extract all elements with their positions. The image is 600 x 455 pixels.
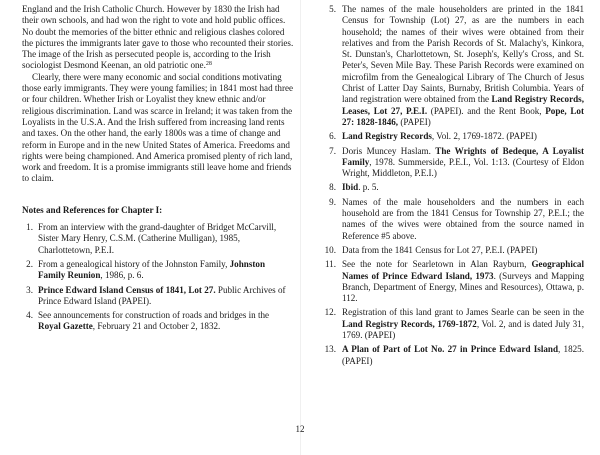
note-text: Ibid. p. 5.: [342, 182, 379, 193]
note-item: [322, 197, 584, 242]
page-gutter: [300, 0, 301, 455]
page-number: 12: [295, 424, 305, 434]
note-number: 5.: [329, 4, 336, 14]
note-text: Land Registry Records, Vol. 2, 1769-1872. (PAPEI): [342, 131, 537, 142]
note-item: [22, 222, 294, 256]
note-item: [322, 182, 584, 193]
note-text: Doris Muncey Haslam. The Wrights of Bedeque, A Loyalist Family, 1978. Summerside, P.E.I., Vol. 1:13. (Courtesy of Eldon Wright, Middleton, P.E.I.): [342, 145, 584, 179]
note-number: 3.: [26, 284, 33, 295]
note-item: [22, 285, 294, 308]
footnote-ref: 28: [205, 61, 212, 68]
note-text: See announcements for construction of roads and bridges in the Royal Gazette, February 21 and October 2, 1832.: [38, 310, 270, 332]
note-item: [322, 146, 584, 180]
note-text: From a genealogical history of the Johnston Family, Johnston Family Reunion, 1986, p. 6.: [38, 258, 266, 281]
note-item: [322, 131, 584, 142]
note-text: See the note for Searletown in Alan Rayburn, Geographical Names of Prince Edward Island, 1973. (Surveys and Mapping Branch, Department of Energy, Mines and Resources), Ottawa, p. 112.: [342, 259, 585, 304]
note-text: The names of the male householders are printed in the 1841 Census for Township (Lot) 27, as are the numbers in each household; the names of their wives were obtained from their relatives and from the Parish Records of St. Malachy's, Kinkora, St. Dunstan's, Charlottetown, St. Joseph's, Kelly's Cross, and St. Peter's, Seven Mile Bay. These Parish Records were examined on microfilm from the Genealogical Library of The Church of Jesus Christ of Latter Day Saints, Burnaby, British Columbia. Years of land registration were obtained from the Land Registry Records, Leases, Lot 27, P.E.I. (PAPEI). and the Rent Book, Pope, Lot 27: 1828-1846, (PAPEI): [342, 4, 584, 127]
note-number: 11.: [324, 259, 336, 270]
note-number: 2.: [26, 258, 33, 269]
body-paragraph-1: [22, 4, 294, 72]
notes-heading: Notes and References for Chapter I:: [22, 204, 163, 215]
note-text: Names of the male householders and the numbers in each household are from the 1841 Census for Township 27, P.E.I.; the names of the wives were obtained from the source named in Reference #5 above.: [342, 196, 584, 241]
note-item: [322, 259, 584, 304]
note-number: 7.: [329, 145, 336, 156]
note-text: Data from the 1841 Census for Lot 27, P.E.I. (PAPEI): [342, 244, 538, 255]
note-item: [322, 307, 584, 341]
note-text: From an interview with the grand-daughter of Bridget McCarvill, Sister Mary Henry, C.S.M. (Catherine Mulligan), 1985, Charlottetown, P.E.I.: [38, 222, 277, 255]
note-text: Prince Edward Island Census of 1841, Lot 27. Public Archives of Prince Edward Island (PAPEI).: [38, 284, 286, 306]
note-item: [322, 4, 584, 128]
note-number: 13.: [324, 344, 336, 355]
note-number: 8.: [329, 182, 336, 193]
note-number: 10.: [324, 244, 336, 255]
note-number: 1.: [26, 222, 33, 233]
notes-list-right: [322, 4, 584, 367]
note-text: A Plan of Part of Lot No. 27 in Prince Edward Island, 1825. (PAPEI): [342, 344, 584, 366]
note-text: Registration of this land grant to James Searle can be seen in the Land Registry Records, 1769-1872, Vol. 2, and is dated July 31, 1769. (PAPEI): [342, 307, 584, 341]
right-page: [322, 4, 584, 370]
note-item: [22, 259, 294, 282]
note-number: 9.: [329, 196, 336, 207]
note-item: [322, 344, 584, 367]
body-paragraph-2: Clearly, there were many economic and social conditions motivating those early immigrants. They were young families; in 1841 most had three or four children. Whether Irish or Loyalist they knew ethnic and/or religious discrimination. Land was scarce in Ireland; it was taken from the Loyalists in the U.S.A. And the Irish suffered from increasing land rents and taxes. On the other hand, the early 1800s was a time of change and reform in Europe and in the new United States of America. Freedoms and rights were being championed. And America promised plenty of rich land, work and freedom. It is a promise immigrants still leave home and friends to claim.: [22, 71, 294, 184]
note-number: 4.: [26, 310, 33, 321]
note-number: 6.: [329, 131, 336, 142]
note-item: [22, 310, 294, 333]
left-page: [22, 4, 294, 336]
notes-list-left: [22, 222, 294, 333]
paragraph-text: England and the Irish Catholic Church. However by 1830 the Irish had their own schools, and had won the right to vote and hold public offices. No doubt the memories of the bitter ethnic and religious clashes colored the pictures the immigrants later gave to those who recounted their stories. The image of the Irish as persecuted people is, according to the Irish sociologist Desmond Keenan, an old patriotic one.: [22, 4, 294, 71]
note-item: [322, 245, 584, 256]
note-number: 12.: [324, 307, 336, 318]
